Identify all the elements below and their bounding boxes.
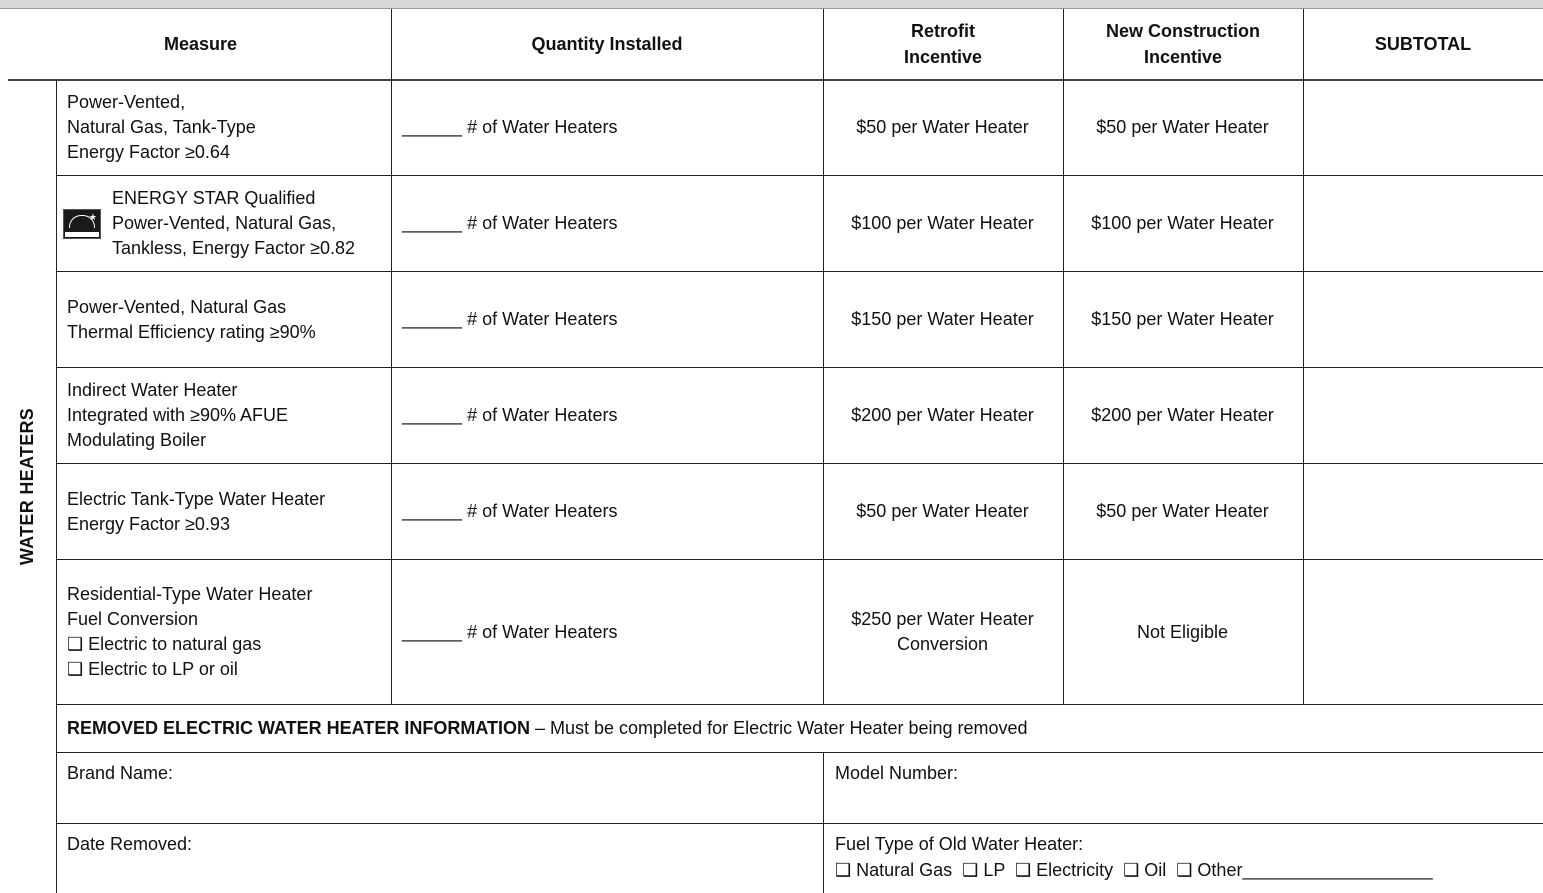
quantity-field[interactable]: ______ # of Water Heaters bbox=[402, 405, 618, 425]
quantity-field[interactable]: ______ # of Water Heaters bbox=[402, 117, 618, 137]
column-divider bbox=[1303, 9, 1304, 704]
header-subtotal: SUBTOTAL bbox=[1374, 34, 1472, 54]
top-band bbox=[0, 0, 1543, 9]
quantity-field[interactable]: ______ # of Water Heaters bbox=[402, 213, 618, 233]
retrofit-incentive-cell: $250 per Water Heater Conversion bbox=[851, 609, 1034, 654]
retrofit-incentive-cell: $50 per Water Heater bbox=[856, 117, 1029, 137]
column-divider bbox=[391, 80, 392, 704]
new-construction-incentive-cell: $50 per Water Heater bbox=[1096, 501, 1269, 521]
retrofit-incentive-cell: $200 per Water Heater bbox=[851, 405, 1034, 425]
measure-cell: Indirect Water Heater Integrated with ≥90% AFUE Modulating Boiler bbox=[67, 380, 288, 450]
fuel-type-options[interactable]: ❑ Natural Gas ❑ LP ❑ Electricity ❑ Oil ❑ Other___________________ bbox=[835, 860, 1433, 880]
quantity-field[interactable]: ______ # of Water Heaters bbox=[402, 501, 618, 521]
row-divider bbox=[57, 752, 1543, 753]
date-removed-label: Date Removed: bbox=[67, 834, 193, 854]
retrofit-incentive-cell: $50 per Water Heater bbox=[856, 501, 1029, 521]
measure-cell: Residential-Type Water Heater Fuel Conversion ❑ Electric to natural gas ❑ Electric to LP or oil bbox=[67, 560, 391, 704]
energy-star-logo-icon: ★ bbox=[63, 209, 101, 239]
measure-cell: Power-Vented, Natural Gas Thermal Efficiency rating ≥90% bbox=[67, 296, 316, 342]
brand-name-label: Brand Name: bbox=[67, 763, 174, 783]
header-retrofit-incentive: Retrofit Incentive bbox=[903, 21, 983, 67]
column-divider bbox=[391, 9, 392, 80]
new-construction-incentive-cell: $150 per Water Heater bbox=[1091, 309, 1274, 329]
retrofit-incentive-cell: $150 per Water Heater bbox=[851, 309, 1034, 329]
model-number-label: Model Number: bbox=[835, 763, 959, 783]
measure-cell: ★ ENERGY STAR Qualified Power-Vented, Natural Gas, Tankless, Energy Factor ≥0.82 bbox=[64, 176, 391, 271]
header-measure: Measure bbox=[163, 34, 238, 54]
new-construction-incentive-cell: Not Eligible bbox=[1136, 621, 1229, 642]
row-divider bbox=[57, 823, 1543, 824]
fuel-type-label: Fuel Type of Old Water Heater: bbox=[835, 834, 1084, 854]
section-label: WATER HEATERS bbox=[17, 407, 38, 565]
header-quantity-installed: Quantity Installed bbox=[531, 34, 683, 54]
checkbox-electric-to-lp-or-oil[interactable]: ❑ Electric to LP or oil bbox=[67, 659, 238, 679]
measure-cell: Power-Vented, Natural Gas, Tank-Type Energy Factor ≥0.64 bbox=[67, 92, 256, 162]
quantity-field[interactable]: ______ # of Water Heaters bbox=[402, 309, 618, 329]
new-construction-incentive-cell: $50 per Water Heater bbox=[1096, 117, 1269, 137]
removed-heater-info-heading: REMOVED ELECTRIC WATER HEATER INFORMATION – Must be completed for Electric Water Heater being removed bbox=[67, 718, 1028, 738]
new-construction-incentive-cell: $100 per Water Heater bbox=[1091, 213, 1274, 233]
new-construction-incentive-cell: $200 per Water Heater bbox=[1091, 405, 1274, 425]
quantity-field[interactable]: ______ # of Water Heaters bbox=[402, 621, 618, 642]
checkbox-electric-to-natural-gas[interactable]: ❑ Electric to natural gas bbox=[67, 634, 262, 654]
form-column-divider bbox=[823, 752, 824, 893]
section-divider bbox=[56, 80, 57, 893]
measure-cell: Electric Tank-Type Water Heater Energy Factor ≥0.93 bbox=[67, 488, 326, 534]
retrofit-incentive-cell: $100 per Water Heater bbox=[851, 213, 1034, 233]
header-new-construction-incentive: New Construction Incentive bbox=[1105, 21, 1260, 67]
